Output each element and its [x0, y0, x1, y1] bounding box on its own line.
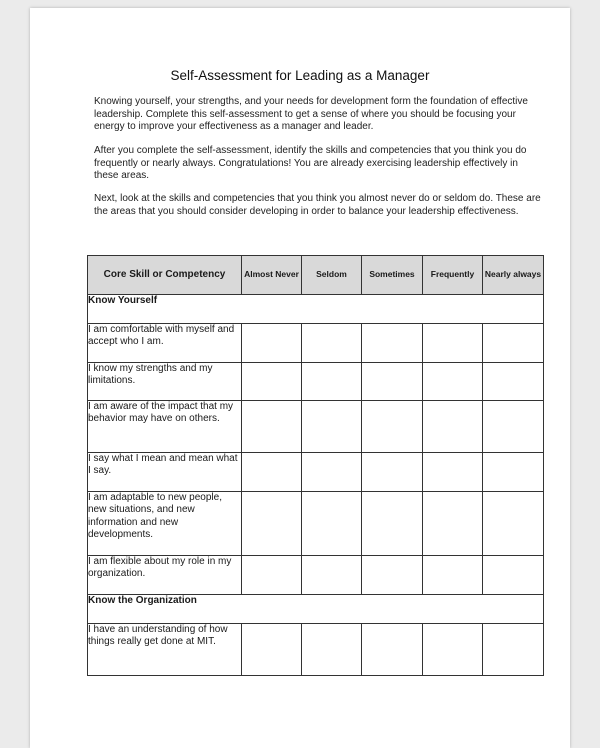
rating-cell-sometimes[interactable] [362, 492, 423, 556]
header-sometimes: Sometimes [362, 256, 423, 295]
rating-cell-seldom[interactable] [302, 492, 362, 556]
rating-cell-almost-never[interactable] [242, 453, 302, 492]
rating-cell-frequently[interactable] [423, 624, 483, 676]
rating-cell-almost-never[interactable] [242, 363, 302, 401]
rating-cell-frequently[interactable] [423, 401, 483, 453]
header-core-skill: Core Skill or Competency [88, 256, 242, 295]
rating-cell-frequently[interactable] [423, 324, 483, 363]
rating-cell-nearly-always[interactable] [483, 324, 544, 363]
table-row [88, 556, 544, 595]
table-row [88, 363, 544, 401]
table-row [88, 492, 544, 556]
header-seldom: Seldom [302, 256, 362, 295]
rating-cell-nearly-always[interactable] [483, 624, 544, 676]
table-row [88, 624, 544, 676]
skill-text: I am aware of the impact that my behavior may have on others. [88, 401, 242, 453]
table-header-row [88, 256, 544, 295]
rating-cell-nearly-always[interactable] [483, 363, 544, 401]
rating-cell-almost-never[interactable] [242, 492, 302, 556]
skill-text: I am adaptable to new people, new situations, and new information and new developments. [88, 492, 242, 556]
rating-cell-almost-never[interactable] [242, 324, 302, 363]
rating-cell-frequently[interactable] [423, 363, 483, 401]
rating-cell-almost-never[interactable] [242, 556, 302, 595]
rating-cell-sometimes[interactable] [362, 624, 423, 676]
rating-cell-seldom[interactable] [302, 556, 362, 595]
document-title: Self-Assessment for Leading as a Manager [170, 68, 430, 83]
rating-cell-nearly-always[interactable] [483, 556, 544, 595]
strengths-paragraph: After you complete the self-assessment, identify the skills and competencies that you think you do frequently or nearly always. Congratulations! You are already exercising leadership effectively in these areas. [94, 145, 527, 181]
section-heading: Know the Organization [88, 595, 544, 624]
rating-cell-seldom[interactable] [302, 624, 362, 676]
assessment-table [87, 255, 544, 676]
table-row [88, 324, 544, 363]
rating-cell-almost-never[interactable] [242, 624, 302, 676]
rating-cell-frequently[interactable] [423, 556, 483, 595]
section-row [88, 595, 544, 624]
table-row [88, 401, 544, 453]
rating-cell-nearly-always[interactable] [483, 401, 544, 453]
rating-cell-nearly-always[interactable] [483, 492, 544, 556]
rating-cell-nearly-always[interactable] [483, 453, 544, 492]
rating-cell-seldom[interactable] [302, 324, 362, 363]
section-row [88, 295, 544, 324]
skill-text: I know my strengths and my limitations. [88, 363, 242, 401]
skill-text: I am flexible about my role in my organization. [88, 556, 242, 595]
section-heading: Know Yourself [88, 295, 544, 324]
skill-text: I have an understanding of how things really get done at MIT. [88, 624, 242, 676]
skill-text: I say what I mean and mean what I say. [88, 453, 242, 492]
skill-text: I am comfortable with myself and accept who I am. [88, 324, 242, 363]
development-paragraph: Next, look at the skills and competencies that you think you almost never do or seldom do. These are the areas that you should consider developing in order to balance your leadership effectiveness. [94, 193, 541, 217]
rating-cell-sometimes[interactable] [362, 401, 423, 453]
rating-cell-sometimes[interactable] [362, 324, 423, 363]
rating-cell-almost-never[interactable] [242, 401, 302, 453]
document-page [30, 8, 570, 748]
intro-paragraph: Knowing yourself, your strengths, and your needs for development form the foundation of effective leadership. Complete this self-assessment to get a sense of where you should be focusing your energy to improve your effectiveness as a manager and leader. [94, 96, 528, 132]
header-frequently: Frequently [423, 256, 483, 295]
rating-cell-seldom[interactable] [302, 363, 362, 401]
rating-cell-frequently[interactable] [423, 453, 483, 492]
rating-cell-seldom[interactable] [302, 453, 362, 492]
rating-cell-sometimes[interactable] [362, 453, 423, 492]
rating-cell-sometimes[interactable] [362, 556, 423, 595]
header-almost-never: Almost Never [242, 256, 302, 295]
rating-cell-sometimes[interactable] [362, 363, 423, 401]
rating-cell-seldom[interactable] [302, 401, 362, 453]
rating-cell-frequently[interactable] [423, 492, 483, 556]
table-row [88, 453, 544, 492]
header-nearly-always: Nearly always [483, 256, 544, 295]
